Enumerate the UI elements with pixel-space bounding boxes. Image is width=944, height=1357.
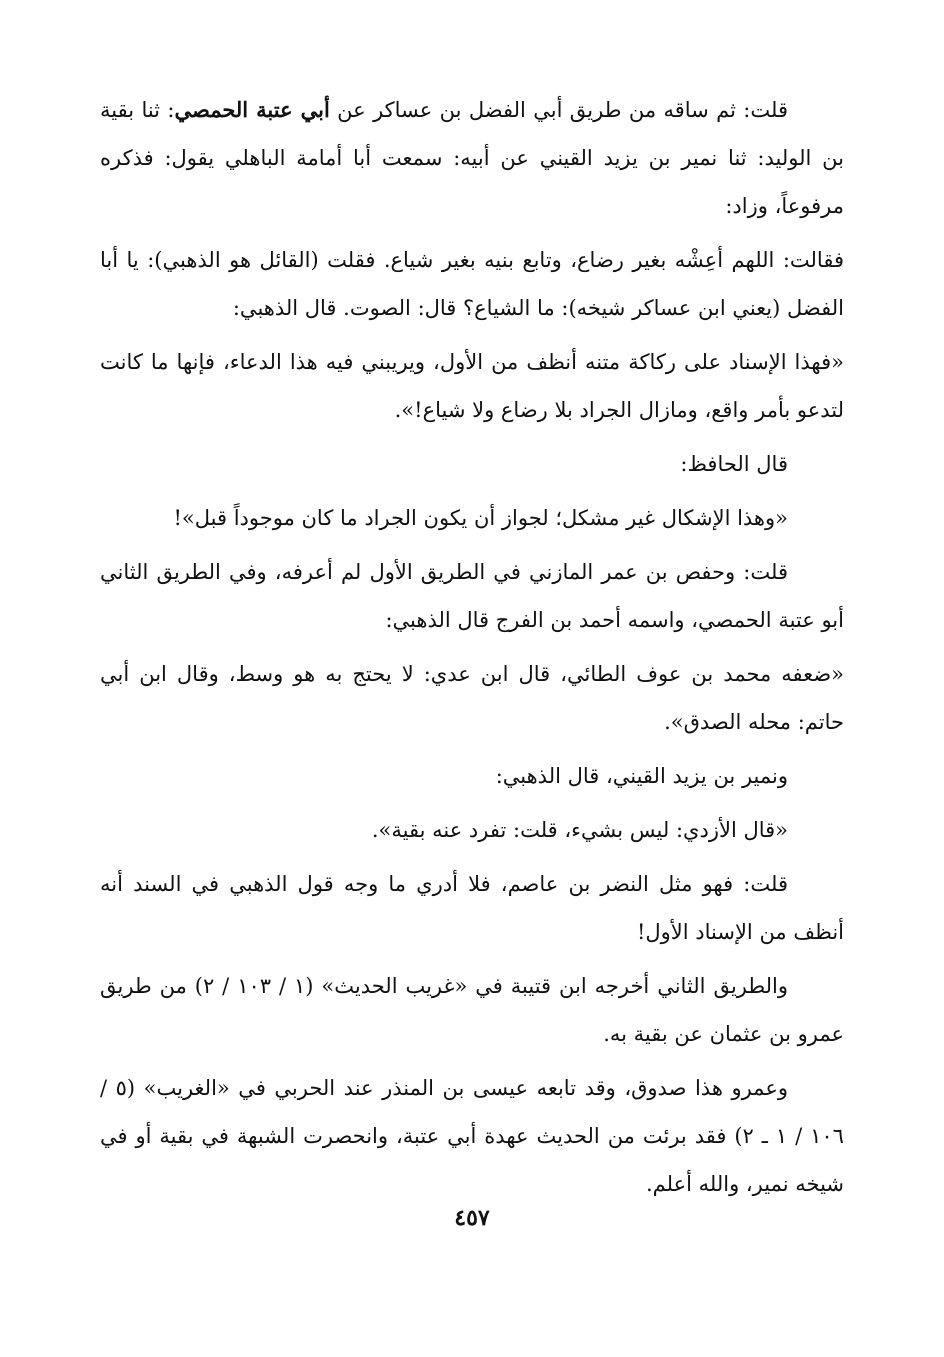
paragraph-5: «وهذا الإشكال غير مشكل؛ لجواز أن يكون الجراد ما كان موجوداً قبل»! <box>173 506 788 530</box>
paragraph-10: قلت: فهو مثل النضر بن عاصم، فلا أدري ما وجه قول الذهبي في السند أنه أنظف من الإسناد الأول! <box>100 872 844 944</box>
paragraph-1: قلت: ثم ساقه من طريق أبي الفضل بن عساكر عن أبي عتبة الحمصي: ثنا بقية بن الوليد: ثنا نمير بن يزيد القيني عن أبيه: سمعت أبا أمامة الباهلي يقول: فذكره مرفوعاً، وزاد: <box>100 97 844 218</box>
narrator-name-bold: أبي عتبة الحمصي <box>174 97 330 122</box>
paragraph-11: والطريق الثاني أخرجه ابن قتيبة في «غريب الحديث» (١ / ١٠٣ / ٢) من طريق عمرو بن عثمان عن بقية به. <box>100 974 844 1046</box>
paragraph-4: قال الحافظ: <box>680 452 788 476</box>
paragraph-3: «فهذا الإسناد على ركاكة متنه أنظف من الأول، ويريبني فيه هذا الدعاء، فإنها ما كانت لتدعو بأمر واقع، ومازال الجراد بلا رضاع ولا شياع!». <box>100 350 844 422</box>
paragraph-12: وعمرو هذا صدوق، وقد تابعه عيسى بن المنذر عند الحربي في «الغريب» (٥ / ١٠٦ / ١ ـ ٢) فقد برئت من الحديث عهدة أبي عتبة، وانحصرت الشبهة في بقية أو في شيخه نمير، والله أعلم. <box>100 1076 844 1196</box>
paragraph-7: «ضعفه محمد بن عوف الطائي، قال ابن عدي: لا يحتج به هو وسط، وقال ابن أبي حاتم: محله الصدق». <box>100 662 844 734</box>
paragraph-2: فقالت: اللهم أعِشْه بغير رضاع، وتابع بنيه بغير شياع. فقلت (القائل هو الذهبي): يا أبا الفضل (يعني ابن عساكر شيخه): ما الشياع؟ قال: الصوت. قال الذهبي: <box>100 248 844 320</box>
paragraph-6: قلت: وحفص بن عمر المازني في الطريق الأول لم أعرفه، وفي الطريق الثاني أبو عتبة الحمصي، واسمه أحمد بن الفرج قال الذهبي: <box>100 560 844 632</box>
page-number: ٤٥٧ <box>454 1205 490 1231</box>
paragraph-8: ونمير بن يزيد القيني، قال الذهبي: <box>495 764 788 788</box>
body-text <box>100 86 844 1214</box>
paragraph-9: «قال الأزدي: ليس بشيء، قلت: تفرد عنه بقية». <box>371 818 788 842</box>
